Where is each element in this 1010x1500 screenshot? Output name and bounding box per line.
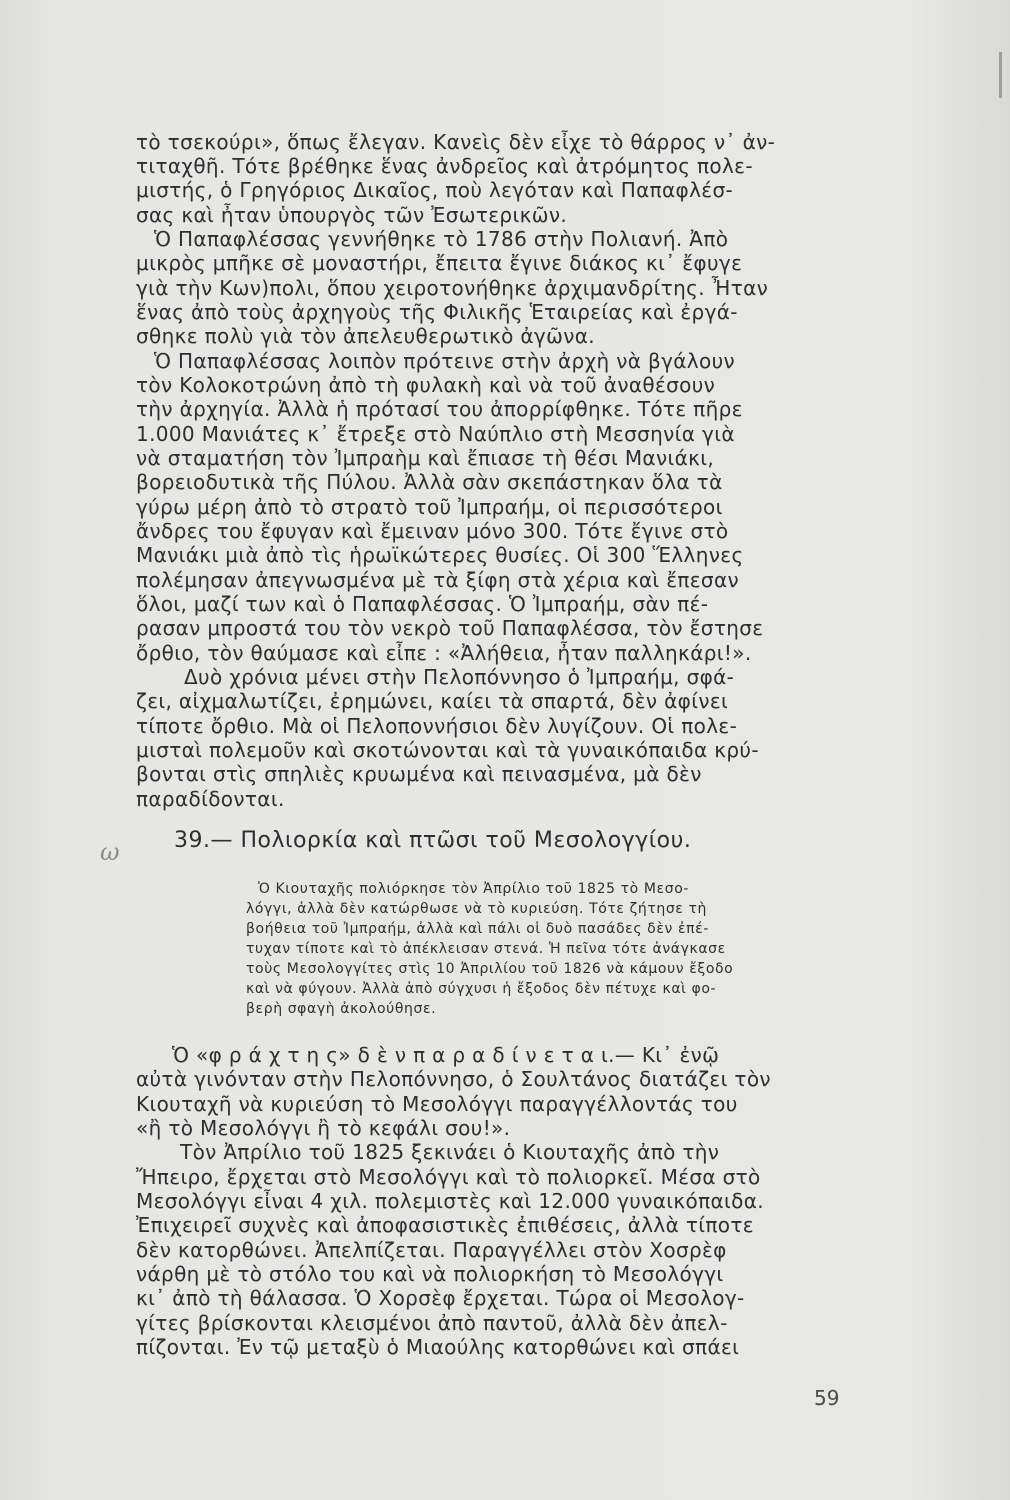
body-line: αὐτὰ γινόνταν στὴν Πελοπόννησο, ὁ Σουλτάνος διατάζει τὸν (136, 1067, 771, 1091)
handwritten-margin-note: ω (100, 838, 120, 866)
body-line: Μεσολόγγι εἶναι 4 χιλ. πολεμιστὲς καὶ 12.000 γυναικόπαιδα. (136, 1189, 764, 1213)
body-line: βορειοδυτικὰ τῆς Πύλου. Ἀλλὰ σὰν σκεπάστηκαν ὅλα τὰ (136, 470, 723, 494)
body-line: βονται στὶς σπηλιὲς κρυωμένα καὶ πεινασμένα, μὰ δὲν (136, 762, 702, 786)
body-line: «ἢ τὸ Μεσολόγγι ἢ τὸ κεφάλι σου!». (136, 1116, 511, 1140)
body-line: πολέμησαν ἀπεγνωσμένα μὲ τὰ ξίφη στὰ χέρια καὶ ἔπεσαν (136, 568, 740, 592)
body-line: Τὸν Ἀπρίλιο τοῦ 1825 ξεκινάει ὁ Κιουταχῆς ἀπὸ τὴν (180, 1140, 720, 1164)
body-line: Ὁ Παπαφλέσσας γεννήθηκε τὸ 1786 στὴν Πολιανή. Ἀπὸ (154, 227, 729, 251)
body-line: γίτες βρίσκονται κλεισμένοι ἀπὸ παντοῦ, ἀλλὰ δὲν ἀπελ- (136, 1311, 728, 1335)
body-line: Ἐπιχειρεῖ συχνὲς καὶ ἀποφασιστικὲς ἐπιθέσεις, ἀλλὰ τίποτε (136, 1213, 754, 1237)
body-line: σθηκε πολὺ γιὰ τὸν ἀπελευθερωτικὸ ἀγῶνα. (136, 324, 595, 348)
summary-line: καὶ νὰ φύγουν. Ἀλλὰ ἀπὸ σύγχυσι ἡ ἔξοδος δὲν πέτυχε καὶ φο- (246, 981, 717, 997)
body-line: τὴν ἀρχηγία. Ἀλλὰ ἡ πρότασί του ἀπορρίφθηκε. Τότε πῆρε (136, 397, 743, 421)
body-line: ὄρθιο, τὸν θαύμασε καὶ εἶπε : «Ἀλήθεια, ἦταν παλληκάρι!». (136, 641, 752, 665)
body-line: τίποτε ὄρθιο. Μὰ οἱ Πελοποννήσιοι δὲν λυγίζουν. Οἱ πολε- (136, 714, 738, 738)
summary-line: Ὁ Κιουταχῆς πολιόρκησε τὸν Ἀπρίλιο τοῦ 1825 τὸ Μεσο- (258, 881, 690, 897)
body-line: Κιουταχῆ νὰ κυριεύση τὸ Μεσολόγγι παραγγέλλοντάς του (136, 1092, 738, 1116)
summary-line: βοήθεια τοῦ Ἰμπραήμ, ἀλλὰ καὶ πάλι οἱ δυὸ πασάδες δὲν ἐπέ- (246, 921, 710, 937)
section-heading: 39.— Πολιορκία καὶ πτῶσι τοῦ Μεσολογγίου. (174, 828, 692, 853)
body-line: Μανιάκι μιὰ ἀπὸ τὶς ἡρωϊκώτερες θυσίες. Οἱ 300 Ἕλληνες (136, 543, 744, 567)
page-number: 59 (814, 1386, 840, 1410)
body-line: μιστής, ὁ Γρηγόριος Δικαῖος, ποὺ λεγόταν καὶ Παπαφλέσ- (136, 178, 734, 202)
body-line: πίζονται. Ἐν τῷ μεταξὺ ὁ Μιαούλης κατορθώνει καὶ σπάει (136, 1335, 740, 1359)
body-line: 1.000 Μανιάτες κ᾽ ἔτρεξε στὸ Ναύπλιο στὴ Μεσσηνία γιὰ (136, 422, 735, 446)
body-line: ζει, αἰχμαλωτίζει, ἐρημώνει, καίει τὰ σπαρτά, δὲν ἀφίνει (136, 689, 729, 713)
body-line: νάρθη μὲ τὸ στόλο του καὶ νὰ πολιορκήση τὸ Μεσολόγγι (136, 1262, 724, 1286)
body-line: νὰ σταματήση τὸν Ἰμπραὴμ καὶ ἔπιασε τὴ θέσι Μανιάκι, (136, 446, 715, 470)
summary-line: τοὺς Μεσολογγίτες στὶς 10 Ἀπριλίου τοῦ 1826 νὰ κάμουν ἔξοδο (246, 961, 734, 977)
body-line: μικρὸς μπῆκε σὲ μοναστήρι, ἔπειτα ἔγινε διάκος κι᾽ ἔφυγε (136, 251, 743, 275)
body-line: τὸ τσεκούρι», ὅπως ἔλεγαν. Κανεὶς δὲν εἶχε τὸ θάρρος ν᾽ ἀν- (136, 130, 776, 154)
body-line: Ἤπειρο, ἔρχεται στὸ Μεσολόγγι καὶ τὸ πολιορκεῖ. Μέσα στὸ (136, 1165, 761, 1189)
body-line: τιταχθῆ. Τότε βρέθηκε ἕνας ἀνδρεῖος καὶ ἀτρόμητος πολε- (136, 154, 753, 178)
body-line: ἕνας ἀπὸ τοὺς ἀρχηγοὺς τῆς Φιλικῆς Ἑταιρείας καὶ ἐργά- (136, 300, 738, 324)
body-line: ὅλοι, μαζί των καὶ ὁ Παπαφλέσσας. Ὁ Ἰμπραήμ, σὰν πέ- (136, 592, 709, 616)
body-line: γιὰ τὴν Κων)πολι, ὅπου χειροτονήθηκε ἀρχιμανδρίτης. Ἦταν (136, 276, 769, 300)
body-line: ἄνδρες του ἔφυγαν καὶ ἔμειναν μόνο 300. Τότε ἔγινε στὸ (136, 519, 729, 543)
summary-line: τυχαν τίποτε καὶ τὸ ἀπέκλεισαν στενά. Ἡ πεῖνα τότε ἀνάγκασε (246, 941, 726, 957)
body-line: μισταὶ πολεμοῦν καὶ σκοτώνονται καὶ τὰ γυναικόπαιδα κρύ- (136, 738, 759, 762)
summary-line: λόγγι, ἀλλὰ δὲν κατώρθωσε νὰ τὸ κυριεύση. Τότε ζήτησε τὴ (246, 901, 708, 917)
body-line: ρασαν μπροστά του τὸν νεκρὸ τοῦ Παπαφλέσσα, τὸν ἔστησε (136, 616, 764, 640)
body-line: δὲν κατορθώνει. Ἀπελπίζεται. Παραγγέλλει στὸν Χοσρὲφ (136, 1238, 727, 1262)
body-line: παραδίδονται. (136, 787, 285, 811)
body-line: τὸν Κολοκοτρώνη ἀπὸ τὴ φυλακὴ καὶ νὰ τοῦ ἀναθέσουν (136, 373, 716, 397)
body-line: κι᾽ ἀπὸ τὴ θάλασσα. Ὁ Χορσὲφ ἔρχεται. Τώρα οἱ Μεσολογ- (136, 1286, 745, 1310)
body-line: Ὁ «φ ρ ά χ τ η ς» δ ὲ ν π α ρ α δ ί ν ε τ α ι.— Κι᾽ ἐνῷ (172, 1043, 720, 1067)
summary-line: βερὴ σφαγὴ ἀκολούθησε. (246, 1001, 437, 1017)
body-line: Ὁ Παπαφλέσσας λοιπὸν πρότεινε στὴν ἀρχὴ νὰ βγάλουν (154, 349, 736, 373)
body-line: γύρω μέρη ἀπὸ τὸ στρατὸ τοῦ Ἰμπραήμ, οἱ περισσότεροι (136, 495, 723, 519)
body-line: σας καὶ ἦταν ὑπουργὸς τῶν Ἐσωτερικῶν. (136, 203, 568, 227)
body-line: Δυὸ χρόνια μένει στὴν Πελοπόννησο ὁ Ἰμπραήμ, σφά- (184, 665, 735, 689)
page-edge-mark (999, 52, 1002, 98)
